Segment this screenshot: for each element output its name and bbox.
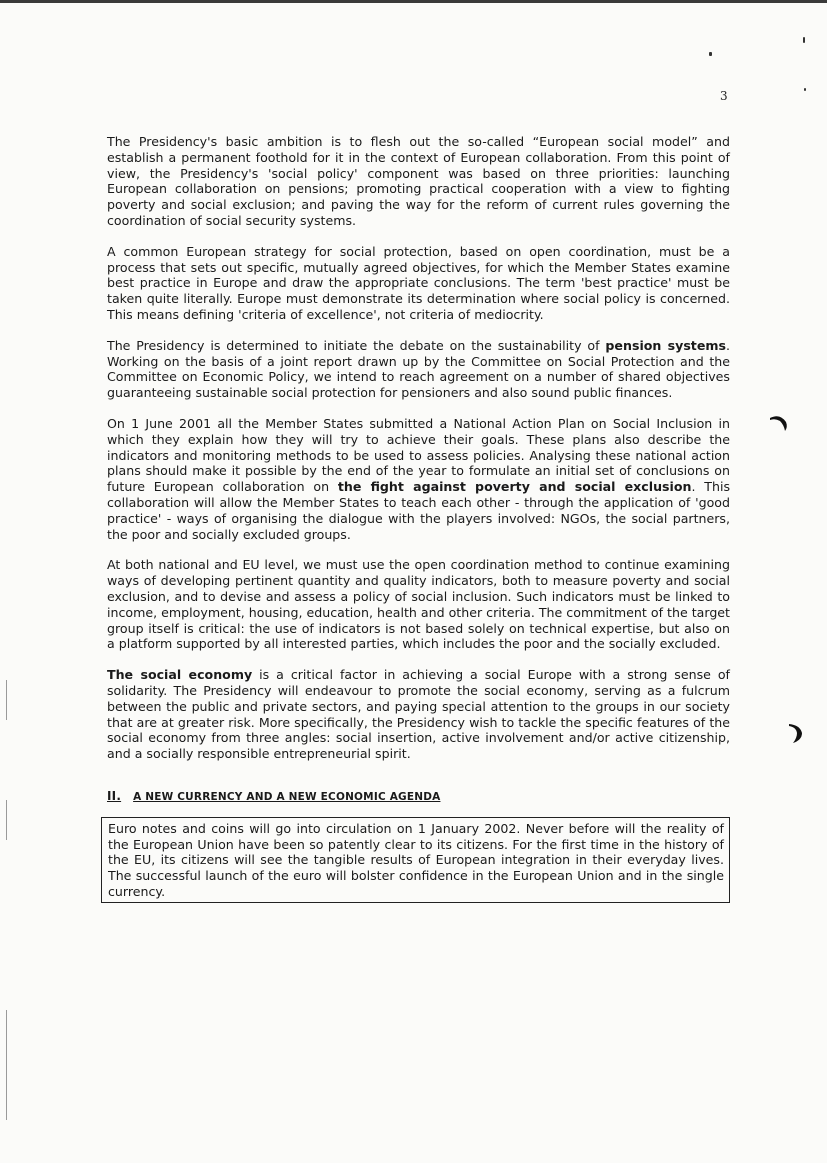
paragraph xyxy=(107,557,730,652)
page-number: 3 xyxy=(720,89,728,103)
paragraph xyxy=(107,338,730,401)
boxed-paragraph: Euro notes and coins will go into circulation on 1 January 2002. Never before will the reality of the European Union have been so patently clear to its citizens. For the first time in the history of the EU, its citizens will see the tangible results of European integration in their everyday lives. The successful launch of the euro will bolster confidence in the European Union and in the single currency. xyxy=(101,817,730,903)
text-run: . This collaboration will allow the Member States to teach each other - through the application of 'good practice' - ways of organising the dialogue with the players involved: NGOs, the social partners, the poor and socially excluded groups. xyxy=(107,479,731,542)
punch-hole-mark xyxy=(768,413,790,435)
text-run: A common European strategy for social protection, based on open coordination, must be a process that sets out specific, mutually agreed objectives, for which the Member States examine best practice in Europe and draw the appropriate conclusions. The term 'best practice' must be taken quite literally. Europe must demonstrate its determination where social policy is concerned. This means defining 'criteria of excellence', not criteria of mediocrity. xyxy=(107,243,730,322)
section-heading xyxy=(107,789,730,803)
document-body xyxy=(107,134,730,903)
scan-speck xyxy=(803,37,805,43)
punch-hole-mark xyxy=(786,722,808,744)
section-title: A NEW CURRENCY AND A NEW ECONOMIC AGENDA xyxy=(133,790,441,803)
paragraph xyxy=(107,134,730,229)
top-scan-border xyxy=(0,0,827,3)
paragraph xyxy=(107,667,730,762)
scan-speck xyxy=(709,52,712,56)
left-scan-edge xyxy=(6,800,7,840)
text-run: At both national and EU level, we must use the open coordination method to continue examining ways of developing pertinent quantity and quality indicators, both to measure poverty and social exclusion, and to devise and assess a policy of social inclusion. Such indicators must be linked to income, employment, housing, education, health and other criteria. The commitment of the target group itself is critical: the use of indicators is not based solely on technical expertise, but also on a platform supported by all interested parties, which includes the poor and the socially excluded. xyxy=(107,557,730,652)
text-run: On 1 June 2001 all the Member States submitted a National Action Plan on Social Inclusion in which they explain how they will try to achieve their goals. These plans also describe the indicators and monitoring methods to be used to assess policies. Analysing these national action plans should make it possible by the end of the year to formulate an initial set of conclusions on future European collaboration on xyxy=(107,415,730,495)
scan-speck xyxy=(804,88,806,91)
left-scan-edge xyxy=(6,680,7,720)
text-run: . Working on the basis of a joint report drawn up by the Committee on Social Protection and the Committee on Economic Policy, we intend to reach agreement on a number of shared objectives guaranteeing sustainable social protection for pensioners and also sound public finances. xyxy=(107,337,731,401)
text-run: is a critical factor in achieving a social Europe with a strong sense of solidarity. The Presidency will endeavour to promote the social economy, serving as a fulcrum between the public and private sectors, and paying special attention to the groups in our society that are at greater risk. More specifically, the Presidency wish to tackle the specific features of the social economy from three angles: social insertion, active involvement and/or active citizenship, and a socially responsible entrepreneurial spirit. xyxy=(107,667,730,762)
bold-phrase: The social economy xyxy=(107,667,253,683)
paragraph-list xyxy=(107,134,730,762)
left-scan-edge xyxy=(6,1010,7,1120)
paragraph xyxy=(107,416,730,542)
paragraph xyxy=(107,244,730,323)
text-run: The Presidency is determined to initiate the debate on the sustainability of xyxy=(107,337,606,353)
section-number: II. xyxy=(107,788,122,803)
bold-phrase: the fight against poverty and social exclusion xyxy=(337,479,692,495)
bold-phrase: pension systems xyxy=(605,337,726,353)
text-run: The Presidency's basic ambition is to flesh out the so-called “European social model” and establish a permanent foothold for it in the context of European collaboration. From this point of view, the Presidency's 'social policy' component was based on three priorities: launching European collaboration on pensions; promoting practical cooperation with a view to fighting poverty and social exclusion; and paving the way for the reform of current rules governing the coordination of social security systems. xyxy=(107,134,730,228)
